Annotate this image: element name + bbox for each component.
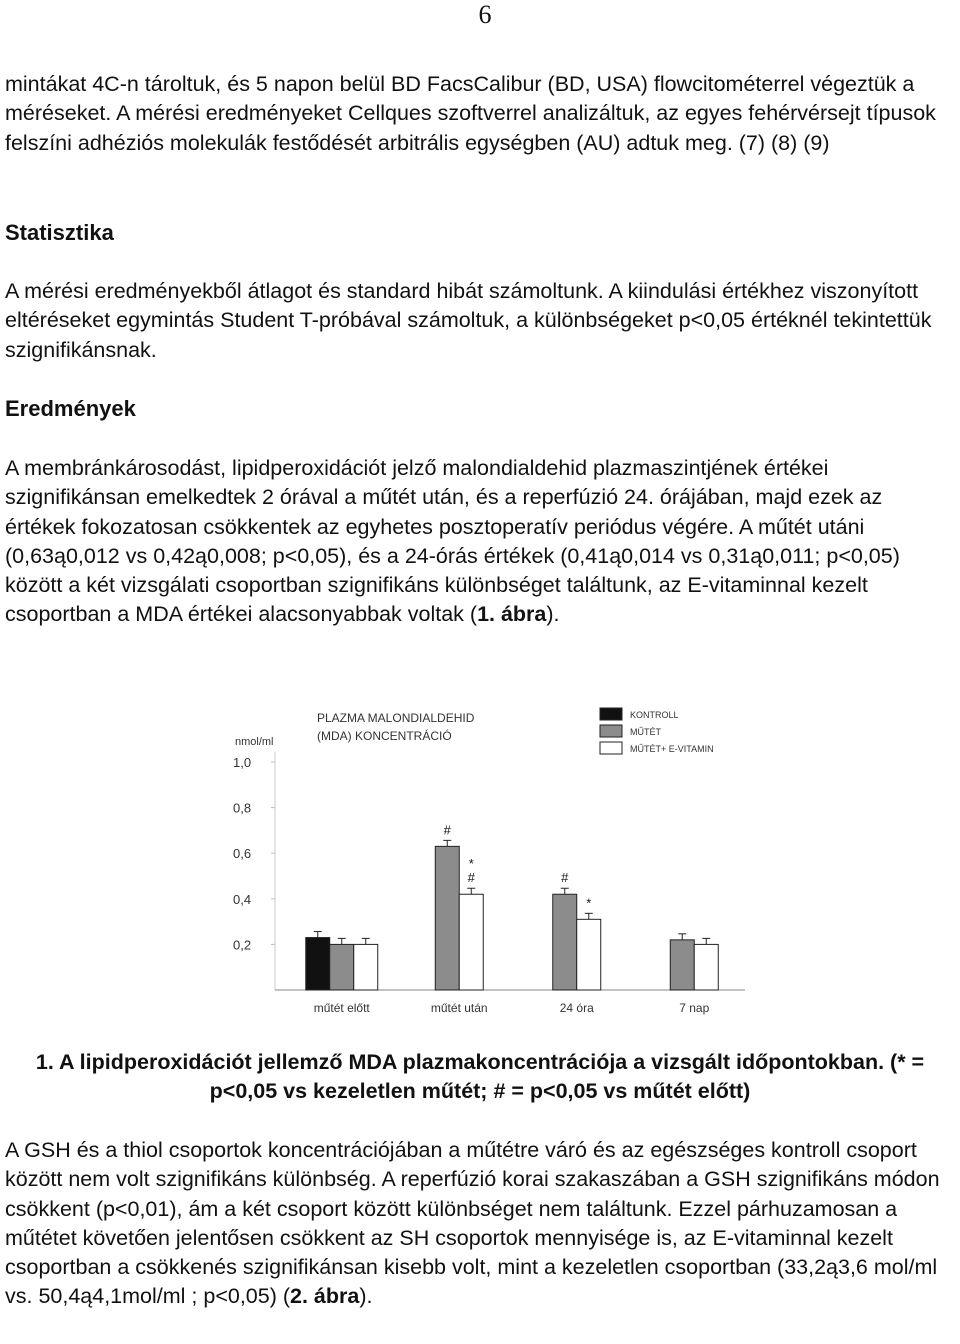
x-tick-label: 24 óra — [559, 1001, 594, 1015]
bar — [577, 919, 601, 990]
significance-marker: * — [586, 895, 592, 911]
figure-2-reference: 2. ábra — [290, 1284, 360, 1309]
legend-swatch — [600, 725, 622, 737]
y-tick-label: 0,8 — [233, 800, 252, 816]
bar — [435, 846, 459, 990]
chart-bars — [306, 822, 719, 990]
paragraph-methods: mintákat 4C-n tároltuk, és 5 napon belül BD FacsCalibur (BD, USA) flowcitométerrel végeztük a méréseket. A mérési eredményeket Cellques szoftverrel analizáltuk, az egyes fehérvérsejt típusok felszíni adhéziós molekulák festődését arbitrális egységben (AU) adtuk meg. (7) (8) (9) — [5, 72, 936, 155]
bar — [553, 894, 577, 990]
bar — [694, 944, 718, 990]
bar — [354, 944, 378, 990]
significance-marker: # — [561, 870, 569, 886]
chart-x-axis — [314, 1001, 710, 1015]
paragraph-results-mda — [5, 454, 957, 630]
page-number: 6 — [478, 0, 492, 29]
chart-y-label: nmol/ml — [235, 736, 274, 748]
p4-text: A GSH és a thiol csoportok koncentrációjában a műtétre váró és az egészséges kontroll csoport között nem volt szignifikáns különbség. A reperfúzió korai szakaszában a GSH szignifikáns módon csökkent (p<0,01), ám a két csoport között különbséget nem találtunk. Ezzel párhuzamosan a műtétet követően jelentősen csökkent az SH csoportok mennyisége is, az E-vitaminnal kezelt csoportban a csökkenés szignifikánsan kisebb volt, mint a kezeletlen csoportban (33,2ą3,6 mol/ml vs. 50,4ą4,1mol/ml ; p<0,05) ( — [5, 1138, 940, 1309]
p4-text-end: ). — [359, 1284, 373, 1309]
bar — [330, 944, 354, 990]
x-tick-label: műtét után — [430, 1001, 488, 1015]
heading-eredmenyek: Eredmények — [5, 396, 136, 421]
paragraph-results-gsh — [5, 1136, 957, 1312]
p3-text-end: ). — [546, 602, 560, 627]
chart-title-line1: PLAZMA MALONDIALDEHID — [317, 711, 475, 725]
y-tick-label: 0,2 — [233, 937, 252, 953]
figure-caption: 1. A lipidperoxidációt jellemző MDA plazmakoncentrációja a vizsgált időpontokban. (* = p<0,05 vs kezeletlen műtét; # = p<0,05 vs műtét előtt) — [35, 1050, 925, 1103]
p3-text: A membránkárosodást, lipidperoxidációt jelző malondialdehid plazmaszintjének értékei szignifikánsan emelkedtek 2 órával a műtét után, és a reperfúzió 24. órájában, majd ezek az értékek fokozatosan csökkentek az egyhetes posztoperatív periódus végére. A műtét utáni (0,63ą0,012 vs 0,42ą0,008; p<0,05), és a 24-órás értékek (0,41ą0,014 vs 0,31ą0,011; p<0,05) között a két vizsgálati csoportban szignifikáns különbséget találtunk, az E-vitaminnal kezelt csoportban a MDA értékei alacsonyabbak voltak ( — [5, 456, 900, 627]
significance-marker: # — [443, 822, 451, 838]
paragraph-statistics: A mérési eredményekből átlagot és standard hibát számoltunk. A kiindulási értékhez viszonyított eltéréseket egymintás Student T-próbával számoltuk, a különbségeket p<0,05 értéknél tekintettük szignifikánsnak. — [5, 279, 932, 362]
y-tick-label: 0,6 — [233, 846, 252, 862]
chart-legend — [600, 708, 714, 754]
legend-label: KONTROLL — [630, 710, 679, 720]
legend-swatch — [600, 708, 622, 720]
chart-title-line2: (MDA) KONCENTRÁCIÓ — [317, 729, 452, 743]
bar — [459, 894, 483, 990]
heading-statisztika: Statisztika — [5, 220, 114, 245]
significance-marker: # — [467, 870, 475, 886]
y-tick-label: 1,0 — [233, 755, 252, 770]
significance-marker: * — [468, 856, 474, 872]
bar — [306, 938, 330, 990]
legend-label: MŰTÉT+ E-VITAMIN — [630, 744, 714, 754]
figure-1-reference: 1. ábra — [477, 602, 547, 627]
legend-label: MŰTÉT — [630, 727, 661, 737]
y-tick-label: 0,4 — [233, 891, 252, 907]
x-tick-label: 7 nap — [679, 1001, 710, 1015]
mda-bar-chart — [225, 700, 755, 1030]
legend-swatch — [600, 742, 622, 754]
x-tick-label: műtét előtt — [313, 1001, 370, 1015]
bar — [670, 940, 694, 990]
